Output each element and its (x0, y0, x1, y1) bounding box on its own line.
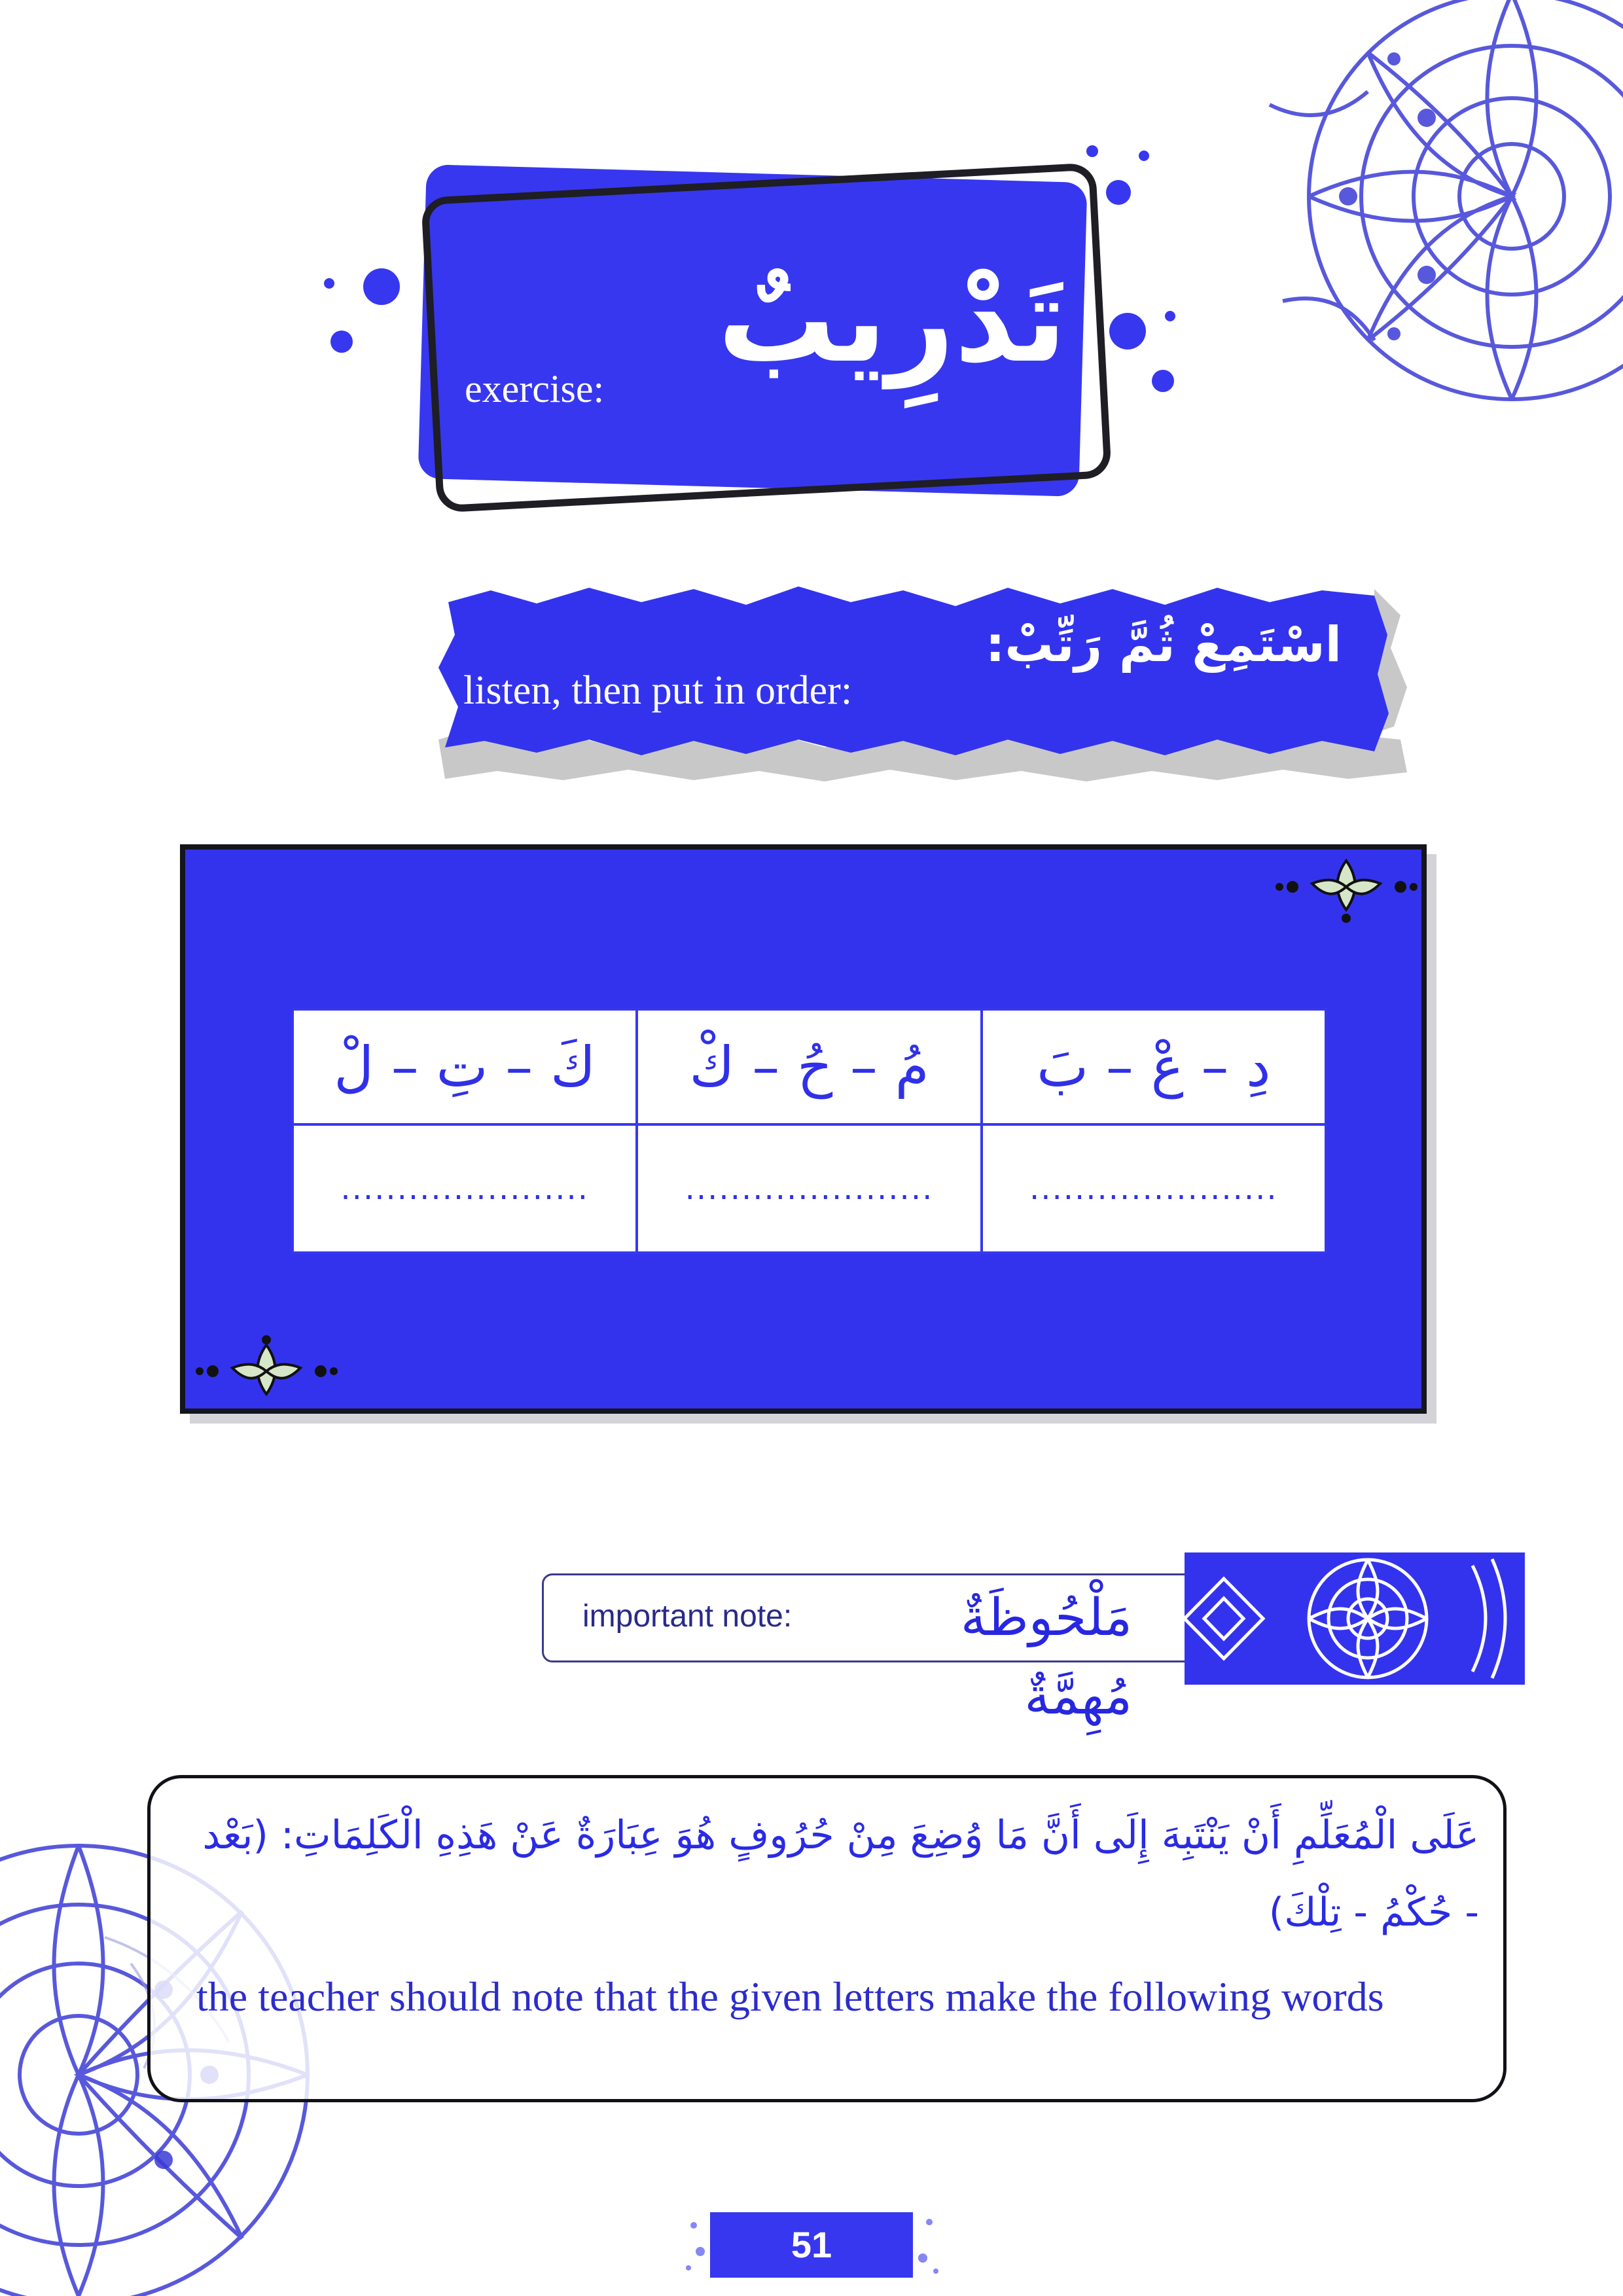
teacher-note-english: the teacher should note that the given letters make the following words (196, 1973, 1384, 2020)
letters-cell: كَ – تِ – لْ (293, 1009, 637, 1124)
answer-blank[interactable]: ...................... (637, 1124, 981, 1253)
instruction-arabic: اسْتَمِعْ ثُمَّ رَتِّبْ: (985, 617, 1342, 673)
instruction-english: listen, then put in order: (463, 668, 853, 713)
decor-dot (1109, 313, 1146, 350)
decor-dot (1165, 311, 1175, 321)
exercise-table (291, 1008, 1327, 1254)
letters-cell: دِ – عْ – بَ (982, 1009, 1326, 1124)
decor-dot (1139, 151, 1149, 161)
ornament-bottom-left-icon (187, 1332, 347, 1410)
important-note-arabic: مَلْحُوظَةٌ مُهِمَّةٌ (960, 1588, 1132, 1726)
title-english: exercise: (465, 367, 605, 410)
ornament-top-right-icon (1266, 848, 1427, 926)
decor-dot (1152, 370, 1174, 392)
answers-row (293, 1124, 1326, 1253)
decor-dot (1106, 180, 1131, 205)
note-mandala-banner (1185, 1552, 1525, 1685)
mandala-top-right-decoration (1230, 0, 1623, 497)
title-arabic: تَدْرِيبٌ (717, 252, 1067, 389)
letters-cell: مُ – حُ – كْ (637, 1009, 981, 1124)
answer-blank[interactable]: ...................... (982, 1124, 1326, 1253)
page-number: 51 (791, 2224, 832, 2265)
letters-row (293, 1009, 1326, 1124)
decor-dot (330, 331, 353, 353)
decor-dot (363, 268, 400, 305)
important-note-english: important note: (582, 1599, 793, 1634)
answer-blank[interactable]: ...................... (293, 1124, 637, 1253)
decor-dot (324, 278, 334, 289)
decor-dot (1086, 145, 1098, 157)
teacher-note-arabic: عَلَى الْمُعَلِّمِ أَنْ يَنْتَبِهَ إِلَى أَنَّ مَا وُضِعَ مِنْ حُرُوفٍ هُوَ عِبَارَةٌ عَنْ هَذِهِ الْكَلِمَاتِ: (بَعْد - حُكْمُ - تِلْكَ) (202, 1812, 1479, 1935)
